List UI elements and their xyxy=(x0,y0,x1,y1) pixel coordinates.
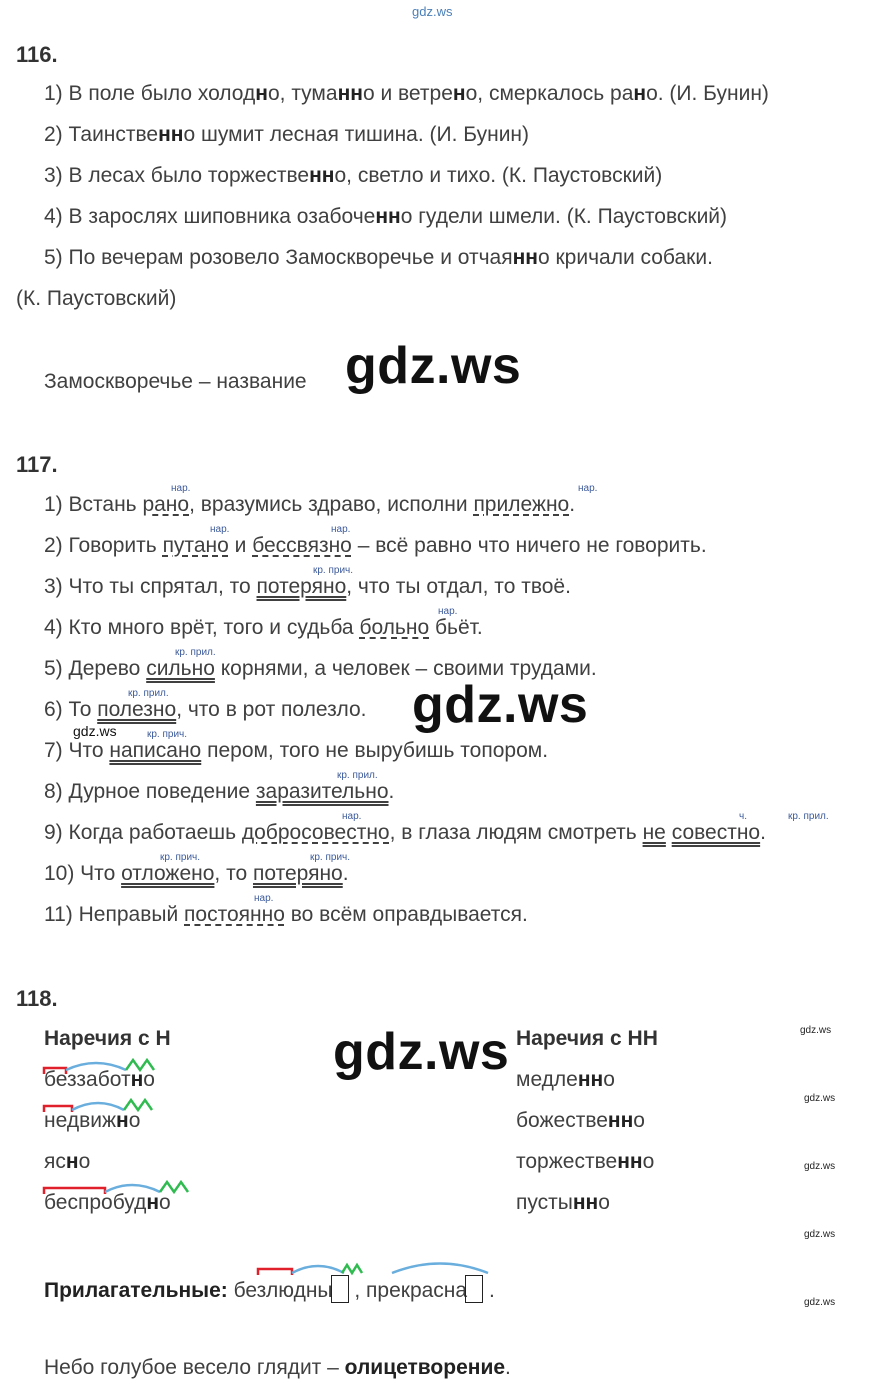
label-kr-pril: кр. прил. xyxy=(788,811,829,822)
label-nar: нар. xyxy=(331,524,351,535)
root-arc xyxy=(66,1063,126,1070)
label-kr-prich: кр. прич. xyxy=(313,565,354,576)
suffix-mark xyxy=(126,1060,154,1070)
ex116-line-5: 5) По вечерам розовело Замоскворечье и отчаянно кричали собаки. xyxy=(44,246,713,269)
adverb-n-3: ясно xyxy=(44,1150,91,1173)
watermark-3: gdz.ws xyxy=(333,1023,510,1081)
ex117-sentence-11: 11) Неправый постоянно во всём оправдывается. xyxy=(44,903,528,926)
ex117-sentence-9: 9) Когда работаешь добросовестно, в глаза людям смотреть не совестно. xyxy=(44,821,766,844)
small-watermark: gdz.ws xyxy=(73,723,117,739)
label-nar: нар. xyxy=(438,606,458,617)
suffix-mark xyxy=(160,1182,188,1192)
ex117-sentence-6: 6) То полезно, что в рот полезло. xyxy=(44,698,367,721)
label-kr-pril: кр. прил. xyxy=(175,647,216,658)
exercise-number-117: 117. xyxy=(16,452,58,477)
ex116-line-3: 3) В лесах было торжественно, светло и тихо. (К. Паустовский) xyxy=(44,164,663,187)
column-header-nn: Наречия с НН xyxy=(516,1027,658,1050)
root-arc xyxy=(292,1266,344,1273)
small-watermark: gdz.ws xyxy=(804,1297,836,1308)
root-arc xyxy=(392,1264,488,1274)
prefix-mark xyxy=(44,1068,66,1074)
suffix-mark xyxy=(124,1100,152,1110)
ex117-sentence-2: 2) Говорить путано и бессвязно – всё равно что ничего не говорить. xyxy=(44,534,707,557)
adverb-n-2: недвижно xyxy=(44,1109,141,1132)
top-watermark: gdz.ws xyxy=(412,4,453,19)
ex117-sentence-1: 1) Встань рано, вразумись здраво, исполни прилежно. xyxy=(44,493,576,516)
label-nar: нар. xyxy=(578,483,598,494)
label-kr-prich: кр. прич. xyxy=(310,852,351,863)
label-nar: нар. xyxy=(210,524,230,535)
ex117-sentence-8: 8) Дурное поведение заразительно. xyxy=(44,780,395,803)
small-watermark: gdz.ws xyxy=(800,1025,832,1036)
label-kr-prich: кр. прич. xyxy=(160,852,201,863)
suffix-mark xyxy=(342,1265,362,1273)
column-header-n: Наречия с Н xyxy=(44,1027,171,1050)
label-kr-pril: кр. прил. xyxy=(128,688,169,699)
ex116-note: Замоскворечье – название xyxy=(44,370,307,393)
label-nar: нар. xyxy=(342,811,362,822)
adverb-n-1: беззаботно xyxy=(44,1068,155,1091)
watermark-1: gdz.ws xyxy=(345,337,522,395)
adverb-nn-1: медленно xyxy=(516,1068,615,1091)
root-arc xyxy=(105,1185,160,1192)
root-arc xyxy=(72,1103,124,1110)
prefix-mark xyxy=(44,1188,105,1194)
adverb-nn-3: торжественно xyxy=(516,1150,655,1173)
adjectives-line: Прилагательные: безлюдны , прекрасна . xyxy=(44,1275,495,1303)
prefix-mark xyxy=(44,1106,72,1112)
label-kr-pril: кр. прил. xyxy=(337,770,378,781)
ex116-line-5-author: (К. Паустовский) xyxy=(16,287,177,310)
adverb-n-4: беспробудно xyxy=(44,1191,171,1214)
ex117-sentence-10: 10) Что отложено, то потеряно. xyxy=(44,862,349,885)
personification-line: Небо голубое весело глядит – олицетворение. xyxy=(44,1356,511,1379)
ex116-line-4: 4) В зарослях шиповника озабоченно гудели шмели. (К. Паустовский) xyxy=(44,205,728,228)
label-nar: нар. xyxy=(254,893,274,904)
ex117-sentence-3: 3) Что ты спрятал, то потеряно, что ты отдал, то твоё. xyxy=(44,575,571,598)
ex116-line-2: 2) Таинственно шумит лесная тишина. (И. Бунин) xyxy=(44,123,530,146)
exercise-number-118: 118. xyxy=(16,986,58,1011)
ex117-sentence-4: 4) Кто много врёт, того и судьба больно бьёт. xyxy=(44,616,483,639)
ex117-sentence-7: 7) Что написано пером, того не вырубишь топором. xyxy=(44,739,549,762)
small-watermark: gdz.ws xyxy=(804,1229,836,1240)
small-watermark: gdz.ws xyxy=(804,1093,836,1104)
ex116-line-1: 1) В поле было холодно, туманно и ветрено, смеркалось рано. (И. Бунин) xyxy=(44,82,769,105)
exercise-number-116: 116. xyxy=(16,42,58,67)
label-ch: ч. xyxy=(739,811,747,822)
label-nar: нар. xyxy=(171,483,191,494)
adverb-nn-4: пустынно xyxy=(516,1191,610,1214)
prefix-mark xyxy=(258,1269,292,1275)
ex117-sentence-5: 5) Дерево сильно корнями, а человек – своими трудами. xyxy=(44,657,597,680)
label-kr-prich: кр. прич. xyxy=(147,729,188,740)
watermark-2: gdz.ws xyxy=(412,676,589,734)
small-watermark: gdz.ws xyxy=(804,1161,836,1172)
adverb-nn-2: божественно xyxy=(516,1109,645,1132)
